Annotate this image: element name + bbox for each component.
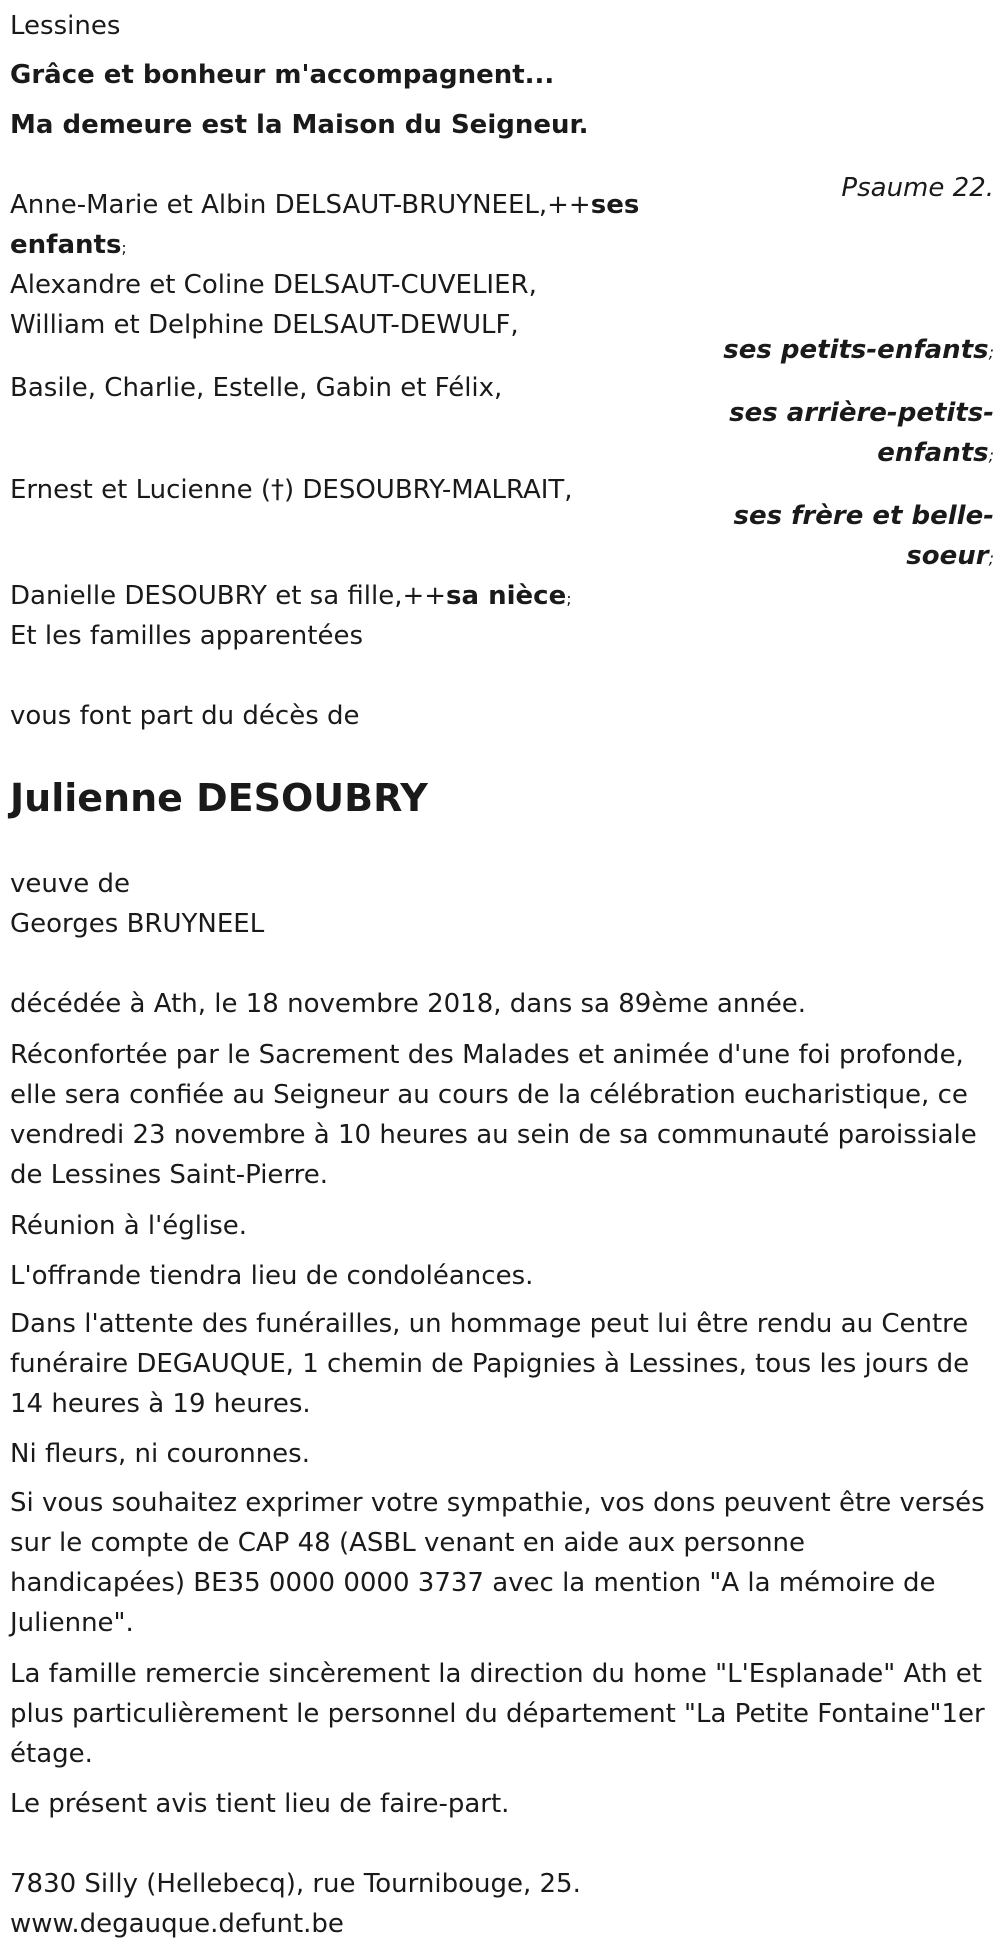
grandchildren-separator: ;: [988, 343, 994, 362]
children-line-2: Alexandre et Coline DELSAUT-CUVELIER,: [10, 270, 537, 300]
greatgrandchildren-separator: ;: [988, 446, 994, 465]
siblings-relation-b: soeur: [906, 541, 989, 571]
siblings-relation-b-line: [906, 536, 994, 579]
other-families: Et les familles apparentées: [10, 621, 364, 651]
spouse-name: Georges BRUYNEEL: [10, 909, 265, 939]
children-relation-a: ses: [590, 190, 640, 220]
children-relation-b: enfants: [10, 230, 122, 260]
niece-line: [10, 576, 572, 619]
children-separator: ;: [121, 238, 127, 257]
children-line-3: William et Delphine DELSAUT-DEWULF,: [10, 310, 519, 340]
verse-line-2: Ma demeure est la Maison du Seigneur.: [10, 110, 589, 140]
meeting-paragraph: Réunion à l'église.: [10, 1211, 248, 1241]
location: Lessines: [10, 11, 121, 41]
greatgrandchildren-relation-a: ses arrière-petits-: [729, 398, 994, 428]
grandchildren-relation-text: ses petits-enfants: [723, 335, 989, 365]
announcement-intro: vous font part du décès de: [10, 701, 360, 731]
niece-separator: ;: [566, 589, 572, 608]
donations-paragraph: Si vous souhaitez exprimer votre sympathie, vos dons peuvent être versés sur le compte de CAP 48 (ASBL venant en aide aux personne handicapées) BE35 0000 0000 3737 avec la mention "A la mémoire de Julienne".: [10, 1488, 985, 1638]
greatgrandchildren-relation-b-line: [877, 433, 994, 476]
visitation-paragraph: Dans l'attente des funérailles, un hommage peut lui être rendu au Centre funéraire DEGAUQUE, 1 chemin de Papignies à Lessines, tous les jours de 14 heures à 19 heures.: [10, 1309, 970, 1419]
thanks-paragraph: La famille remercie sincèrement la direction du home "L'Esplanade" Ath et plus particulièrement le personnel du département "La Petite Fontaine"1er étage.: [10, 1659, 985, 1769]
offering-paragraph: L'offrande tiendra lieu de condoléances.: [10, 1261, 534, 1291]
greatgrandchildren-names: Basile, Charlie, Estelle, Gabin et Félix,: [10, 373, 503, 403]
siblings-separator: ;: [988, 549, 994, 568]
ceremony-paragraph: Réconfortée par le Sacrement des Malades et animée d'une foi profonde, elle sera confiée au Seigneur au cours de la célébration eucharistique, ce vendredi 23 novembre à 10 heures au sein de sa communauté paroissiale de Lessines Saint-Pierre.: [10, 1040, 977, 1190]
footer-address: 7830 Silly (Hellebecq), rue Tournibouge, 25.: [10, 1869, 581, 1899]
children-names-1: Anne-Marie et Albin DELSAUT-BRUYNEEL,++: [10, 190, 591, 220]
notice-paragraph: Le présent avis tient lieu de faire-part.: [10, 1789, 510, 1819]
siblings-names: Ernest et Lucienne (†) DESOUBRY-MALRAIT,: [10, 475, 573, 505]
siblings-relation-a: ses frère et belle-: [733, 501, 994, 531]
widow-of-label: veuve de: [10, 869, 131, 899]
deceased-name: Julienne DESOUBRY: [10, 776, 428, 820]
death-info: décédée à Ath, le 18 novembre 2018, dans sa 89ème année.: [10, 989, 807, 1019]
niece-names: Danielle DESOUBRY et sa fille,++: [10, 581, 447, 611]
verse-line-1: Grâce et bonheur m'accompagnent...: [10, 60, 555, 90]
greatgrandchildren-relation-b: enfants: [877, 438, 989, 468]
grandchildren-relation: [723, 330, 994, 373]
no-flowers-paragraph: Ni fleurs, ni couronnes.: [10, 1439, 310, 1469]
verse-reference: Psaume 22.: [841, 173, 994, 203]
niece-relation: sa nièce: [446, 581, 567, 611]
children-relation-line: [10, 225, 127, 268]
children-line-1: [10, 185, 639, 225]
footer-website[interactable]: www.degauque.defunt.be: [10, 1909, 344, 1939]
